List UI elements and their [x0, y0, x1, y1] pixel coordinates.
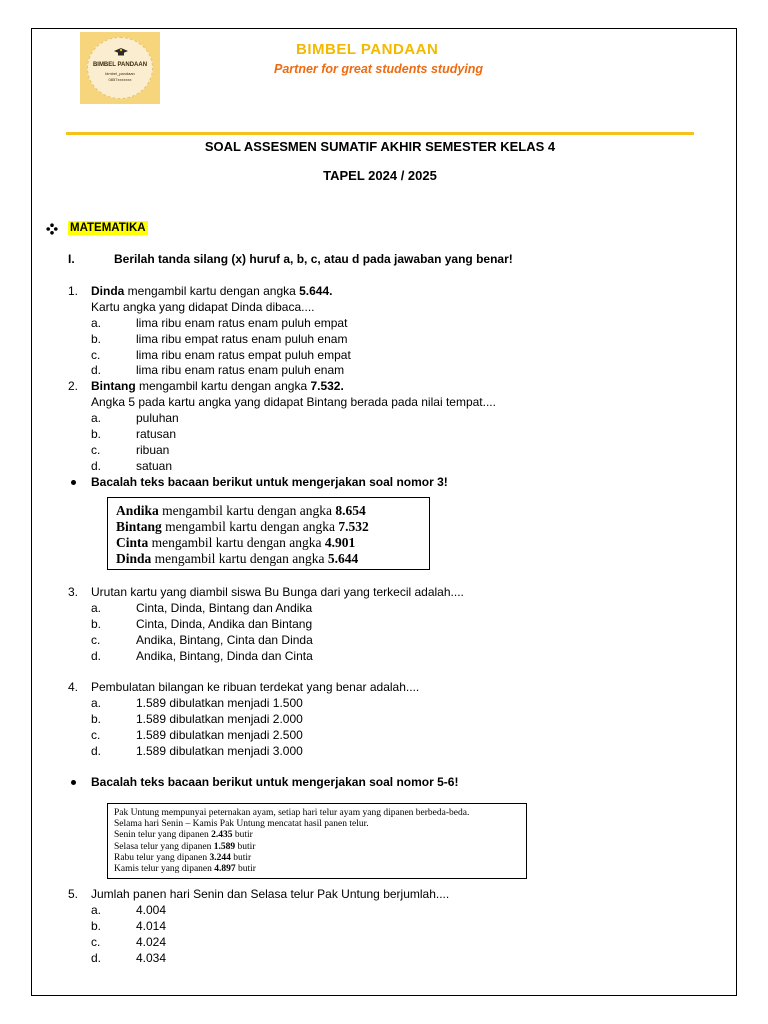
question-1-text: Dinda mengambil kartu dengan angka 5.644. [91, 284, 333, 298]
question-1-prompt: Kartu angka yang didapat Dinda dibaca.... [91, 300, 315, 314]
question-4-text: Pembulatan bilangan ke ribuan terdekat yang benar adalah.... [91, 680, 420, 694]
exam-title: SOAL ASSESMEN SUMATIF AKHIR SEMESTER KELAS 4 [204, 139, 556, 154]
logo-phone: 0857xxxxxxx [108, 77, 132, 82]
q2-option-a[interactable]: puluhan [136, 411, 179, 425]
q1-option-d[interactable]: lima ribu enam ratus enam puluh enam [136, 363, 345, 377]
q2-option-d[interactable]: satuan [136, 459, 173, 473]
box2-row: Kamis telur yang dipanen 4.897 butir [114, 864, 256, 875]
q1-option-a-letter[interactable]: a. [91, 316, 102, 330]
q2-option-b[interactable]: ratusan [136, 427, 177, 441]
logo-handle: bimbel_pandaan [105, 71, 135, 76]
q4-option-d[interactable]: 1.589 dibulatkan menjadi 3.000 [136, 744, 303, 758]
q2-option-d-letter[interactable]: d. [91, 459, 102, 473]
q1-option-b-letter[interactable]: b. [91, 332, 102, 346]
brand-tagline: Partner for great students studying [274, 62, 484, 76]
q3-option-c-letter[interactable]: c. [91, 633, 101, 647]
q4-option-d-letter[interactable]: d. [91, 744, 102, 758]
q4-option-c-letter[interactable]: c. [91, 728, 101, 742]
question-5-number: 5. [68, 887, 79, 901]
q1-option-a[interactable]: lima ribu enam ratus enam puluh empat [136, 316, 348, 330]
subject-label: MATEMATIKA [70, 222, 146, 234]
q5-option-c[interactable]: 4.024 [136, 935, 167, 949]
box2-line: Selama hari Senin – Kamis Pak Untung mencatat hasil panen telur. [114, 819, 369, 830]
box2-line: Pak Untung mempunyai peternakan ayam, setiap hari telur ayam yang dipanen berbeda-beda. [114, 808, 470, 818]
q1-option-c-letter[interactable]: c. [91, 348, 101, 362]
bullet-icon [71, 480, 76, 485]
reading-instruction-1: Bacalah teks bacaan berikut untuk mengerjakan soal nomor 3! [91, 475, 448, 489]
exam-year: TAPEL 2024 / 2025 [323, 168, 437, 183]
q4-option-c[interactable]: 1.589 dibulatkan menjadi 2.500 [136, 728, 303, 742]
question-2-number: 2. [68, 379, 79, 393]
q1-option-d-letter[interactable]: d. [91, 363, 102, 377]
section-number: I. [68, 252, 75, 266]
box2-row: Senin telur yang dipanen 2.435 butir [114, 830, 253, 841]
section-instruction: Berilah tanda silang (x) huruf a, b, c, atau d pada jawaban yang benar! [114, 252, 513, 266]
question-2-prompt: Angka 5 pada kartu angka yang didapat Bintang berada pada nilai tempat.... [91, 395, 496, 409]
q4-option-b-letter[interactable]: b. [91, 712, 102, 726]
box1-line: Andika mengambil kartu dengan angka 8.654 [116, 503, 366, 518]
q3-option-a-letter[interactable]: a. [91, 601, 102, 615]
question-3-text: Urutan kartu yang diambil siswa Bu Bunga dari yang terkecil adalah.... [91, 585, 464, 599]
header-rule [66, 132, 694, 135]
reading-box-1 [107, 497, 430, 570]
q3-option-c[interactable]: Andika, Bintang, Cinta dan Dinda [136, 633, 313, 647]
graduation-cap-icon [114, 48, 128, 58]
question-3-number: 3. [68, 585, 79, 599]
q3-option-d-letter[interactable]: d. [91, 649, 102, 663]
q5-option-c-letter[interactable]: c. [91, 935, 101, 949]
q2-option-c-letter[interactable]: c. [91, 443, 101, 457]
q3-option-b-letter[interactable]: b. [91, 617, 102, 631]
q5-option-a-letter[interactable]: a. [91, 903, 102, 917]
q5-option-a[interactable]: 4.004 [136, 903, 167, 917]
q5-option-d[interactable]: 4.034 [136, 951, 167, 965]
bullet-icon [71, 780, 76, 785]
question-1-number: 1. [68, 284, 79, 298]
logo-badge [87, 37, 153, 99]
q5-option-b-letter[interactable]: b. [91, 919, 102, 933]
q2-option-c[interactable]: ribuan [136, 443, 170, 457]
box2-row: Rabu telur yang dipanen 3.244 butir [114, 852, 252, 863]
box1-line: Cinta mengambil kartu dengan angka 4.901 [116, 535, 356, 550]
q1-option-b[interactable]: lima ribu empat ratus enam puluh enam [136, 332, 348, 346]
q5-option-b[interactable]: 4.014 [136, 919, 167, 933]
box2-row: Selasa telur yang dipanen 1.589 butir [114, 841, 256, 852]
q3-option-d[interactable]: Andika, Bintang, Dinda dan Cinta [136, 649, 313, 663]
q2-option-a-letter[interactable]: a. [91, 411, 102, 425]
box1-line: Bintang mengambil kartu dengan angka 7.532 [116, 519, 369, 534]
question-4-number: 4. [68, 680, 79, 694]
brand-name: BIMBEL PANDAAN [296, 41, 439, 58]
q4-option-a-letter[interactable]: a. [91, 696, 102, 710]
reading-instruction-2: Bacalah teks bacaan berikut untuk mengerjakan soal nomor 5-6! [91, 775, 459, 789]
q4-option-a[interactable]: 1.589 dibulatkan menjadi 1.500 [136, 696, 303, 710]
q5-option-d-letter[interactable]: d. [91, 951, 102, 965]
reading-box-2 [107, 803, 527, 879]
q3-option-b[interactable]: Cinta, Dinda, Andika dan Bintang [136, 617, 313, 631]
logo-title: BIMBEL PANDAAN [92, 62, 148, 68]
q1-option-c[interactable]: lima ribu enam ratus empat puluh empat [136, 348, 351, 362]
q3-option-a[interactable]: Cinta, Dinda, Bintang dan Andika [136, 601, 313, 615]
logo [80, 32, 160, 104]
question-2-text: Bintang mengambil kartu dengan angka 7.532. [91, 379, 344, 393]
q2-option-b-letter[interactable]: b. [91, 427, 102, 441]
box1-line: Dinda mengambil kartu dengan angka 5.644 [116, 551, 359, 566]
diamond-bullet-icon [46, 223, 58, 235]
q4-option-b[interactable]: 1.589 dibulatkan menjadi 2.000 [136, 712, 303, 726]
question-5-text: Jumlah panen hari Senin dan Selasa telur Pak Untung berjumlah.... [91, 887, 450, 901]
